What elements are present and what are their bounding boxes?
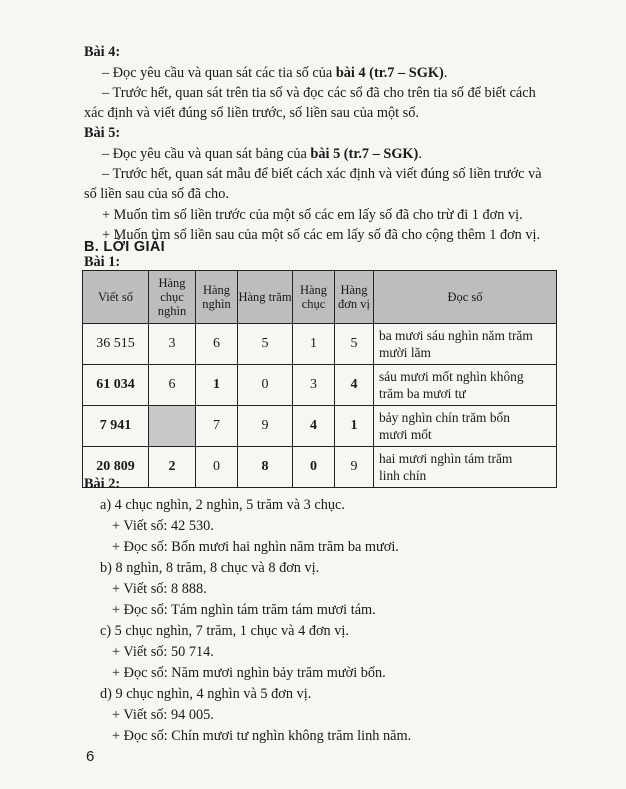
bai2-d: d) 9 chục nghìn, 4 nghìn và 5 đơn vị. [100, 686, 312, 702]
bai2-c-viet: + Viết số: 50 714. [112, 644, 214, 660]
header-viet-so: Viết số [83, 271, 149, 324]
bai5-line3: số liền sau của số đã cho. [84, 186, 229, 202]
cell-nghin: 6 [196, 324, 238, 365]
page-number: 6 [86, 748, 95, 765]
cell-don-vi: 1 [335, 406, 374, 447]
cell-chuc: 3 [293, 365, 335, 406]
bai5-line1: – Đọc yêu cầu và quan sát bảng của bài 5 (tr.7 – SGK). [102, 146, 422, 162]
header-hang-don-vi: Hàng đơn vị [335, 271, 374, 324]
bai5-line4: + Muốn tìm số liền trước của một số các em lấy số đã cho trừ đi 1 đơn vị. [102, 207, 523, 223]
cell-don-vi: 4 [335, 365, 374, 406]
bai4-line1: – Đọc yêu cầu và quan sát các tia số của bài 4 (tr.7 – SGK). [102, 65, 448, 81]
cell-nghin: 7 [196, 406, 238, 447]
header-hang-nghin: Hàng nghìn [196, 271, 238, 324]
bai2-b-viet: + Viết số: 8 888. [112, 581, 207, 597]
section-b-heading: B. LỜI GIẢI [84, 239, 165, 255]
cell-don-vi: 5 [335, 324, 374, 365]
cell-chuc-nghin: 3 [149, 324, 196, 365]
cell-tram: 9 [238, 406, 293, 447]
cell-doc-so: bảy nghìn chín trăm bốn mươi mốt [374, 406, 557, 447]
cell-chuc-nghin: 2 [149, 447, 196, 488]
cell-chuc-nghin: 6 [149, 365, 196, 406]
bai5-line2: – Trước hết, quan sát mẫu để biết cách xác định và viết đúng số liền trước và [102, 166, 542, 182]
cell-tram: 8 [238, 447, 293, 488]
bai2-a: a) 4 chục nghìn, 2 nghìn, 5 trăm và 3 chục. [100, 497, 345, 513]
cell-viet-so: 7 941 [83, 406, 149, 447]
cell-viet-so: 36 515 [83, 324, 149, 365]
header-hang-chuc: Hàng chục [293, 271, 335, 324]
bai2-c: c) 5 chục nghìn, 7 trăm, 1 chục và 4 đơn vị. [100, 623, 349, 639]
header-hang-tram: Hàng trăm [238, 271, 293, 324]
bai2-a-viet: + Viết số: 42 530. [112, 518, 214, 534]
cell-doc-so: sáu mươi mốt nghìn không trăm ba mươi tư [374, 365, 557, 406]
cell-chuc: 4 [293, 406, 335, 447]
table-row [83, 324, 557, 365]
table-header-row [83, 271, 557, 324]
place-value-table [82, 270, 557, 488]
cell-tram: 5 [238, 324, 293, 365]
bai4-title: Bài 4: [84, 44, 121, 60]
bai4-line2: – Trước hết, quan sát trên tia số và đọc các số đã cho trên tia số để biết cách [102, 85, 536, 101]
cell-chuc: 0 [293, 447, 335, 488]
cell-chuc-nghin [149, 406, 196, 447]
header-doc-so: Đọc số [374, 271, 557, 324]
bai2-d-viet: + Viết số: 94 005. [112, 707, 214, 723]
bai1-title: Bài 1: [84, 254, 121, 270]
cell-nghin: 0 [196, 447, 238, 488]
table-row [83, 406, 557, 447]
header-hang-chuc-nghin: Hàng chục nghìn [149, 271, 196, 324]
cell-viet-so: 20 809 [83, 447, 149, 488]
bai4-line3: xác định và viết đúng số liền trước, số liền sau của một số. [84, 105, 419, 121]
bai2-title: Bài 2: [84, 476, 121, 492]
cell-nghin: 1 [196, 365, 238, 406]
bai2-b: b) 8 nghìn, 8 trăm, 8 chục và 8 đơn vị. [100, 560, 320, 576]
bai5-title: Bài 5: [84, 125, 121, 141]
cell-chuc: 1 [293, 324, 335, 365]
cell-doc-so: hai mươi nghìn tám trăm linh chín [374, 447, 557, 488]
cell-viet-so: 61 034 [83, 365, 149, 406]
bai2-c-doc: + Đọc số: Năm mươi nghìn bảy trăm mười bốn. [112, 665, 386, 681]
bai2-d-doc: + Đọc số: Chín mươi tư nghìn không trăm linh năm. [112, 728, 412, 744]
cell-doc-so: ba mươi sáu nghìn năm trăm mười lăm [374, 324, 557, 365]
table-row [83, 365, 557, 406]
cell-don-vi: 9 [335, 447, 374, 488]
table-row [83, 447, 557, 488]
bai2-a-doc: + Đọc số: Bốn mươi hai nghìn năm trăm ba mươi. [112, 539, 399, 555]
bai5-line5: + Muốn tìm số liền sau của một số các em lấy số đã cho cộng thêm 1 đơn vị. [102, 227, 541, 243]
cell-tram: 0 [238, 365, 293, 406]
bai2-b-doc: + Đọc số: Tám nghìn tám trăm tám mươi tám. [112, 602, 376, 618]
